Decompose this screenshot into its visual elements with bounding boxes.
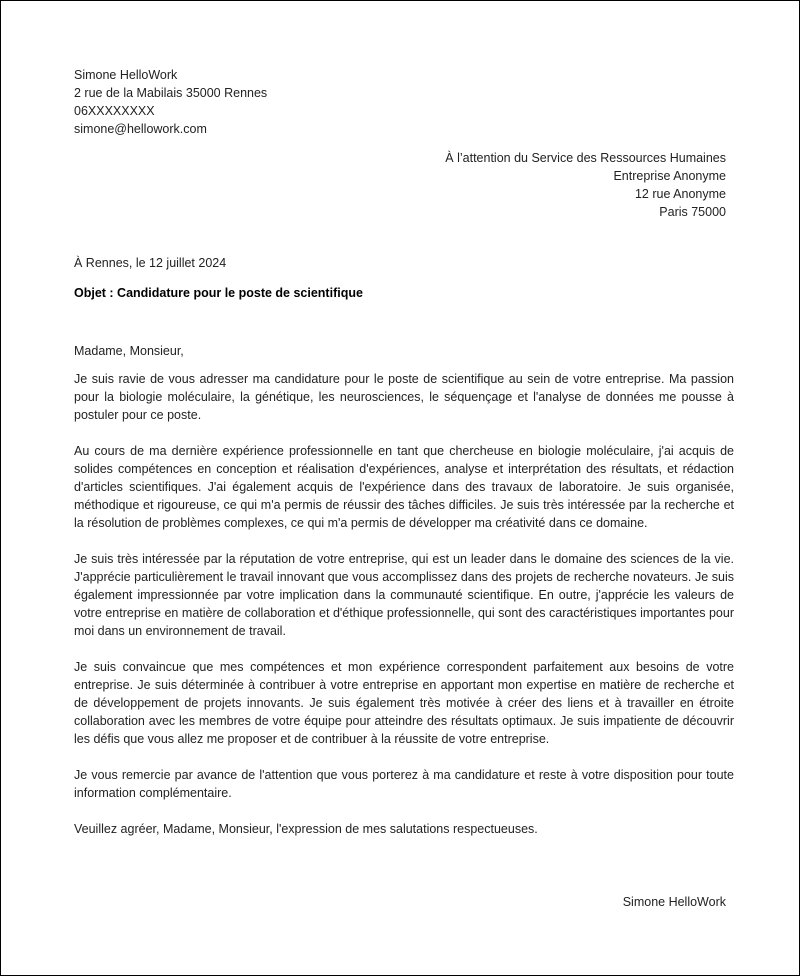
letter-body [74,342,734,838]
body-paragraph: Je suis très intéressée par la réputation de votre entreprise, qui est un leader dans le domaine des sciences de la vie. J'apprécie particulièrement le travail innovant que vous accomplissez dans des projets de recherche novateurs. Je suis également impressionnée par votre implication dans la communauté scientifique. En outre, j'apprécie les valeurs de votre entreprise en matière de collaboration et d'éthique professionnelle, qui sont des caractéristiques importantes pour moi dans un environnement de travail. [74,552,734,638]
body-paragraph: Je vous remercie par avance de l'attention que vous porterez à ma candidature et reste à votre disposition pour toute information complémentaire. [74,768,734,800]
recipient-attention: À l’attention du Service des Ressources Humaines [445,151,726,165]
recipient-company: Entreprise Anonyme [613,169,726,183]
recipient-city: Paris 75000 [659,205,726,219]
recipient-block [445,149,726,221]
recipient-street: 12 rue Anonyme [634,187,726,201]
signature: Simone HelloWork [622,895,726,909]
sender-block [74,66,267,138]
sender-name: Simone HelloWork [74,68,178,82]
salutation: Madame, Monsieur, [74,344,184,358]
body-paragraph: Au cours de ma dernière expérience professionnelle en tant que chercheuse en biologie moléculaire, j'ai acquis de solides compétences en conception et réalisation d'expériences, analyse et interprétation des résultats, et rédaction d'articles scientifiques. J'ai également acquis de l'expérience dans des travaux de laboratoire. Je suis organisée, méthodique et rigoureuse, ce qui m'a permis de réussir des tâches difficiles. Je suis très intéressée par la recherche et la résolution de problèmes complexes, ce qui m'a permis de développer ma créativité dans ce domaine. [74,444,734,530]
subject-line: Objet : Candidature pour le poste de scientifique [74,286,363,300]
body-paragraph: Je suis ravie de vous adresser ma candidature pour le poste de scientifique au sein de votre entreprise. Ma passion pour la biologie moléculaire, la génétique, les neurosciences, le séquençage et l'analyse de données me pousse à postuler pour ce poste. [74,372,734,422]
sender-phone: 06XXXXXXXX [74,104,155,118]
closing-paragraph: Veuillez agréer, Madame, Monsieur, l'expression de mes salutations respectueuses. [74,822,538,836]
body-paragraph: Je suis convaincue que mes compétences et mon expérience correspondent parfaitement aux besoins de votre entreprise. Je suis déterminée à contribuer à votre entreprise en apportant mon expertise en matière de recherche et de développement de projets innovants. Je suis également très motivée à créer des liens et à travailler en étroite collaboration avec les membres de votre équipe pour atteindre des résultats optimaux. Je suis impatiente de découvrir les défis que vous allez me proposer et de contribuer à la réussite de votre entreprise. [74,660,734,746]
sender-address: 2 rue de la Mabilais 35000 Rennes [74,86,268,100]
sender-email: simone@hellowork.com [74,122,207,136]
date-line: À Rennes, le 12 juillet 2024 [74,256,227,270]
